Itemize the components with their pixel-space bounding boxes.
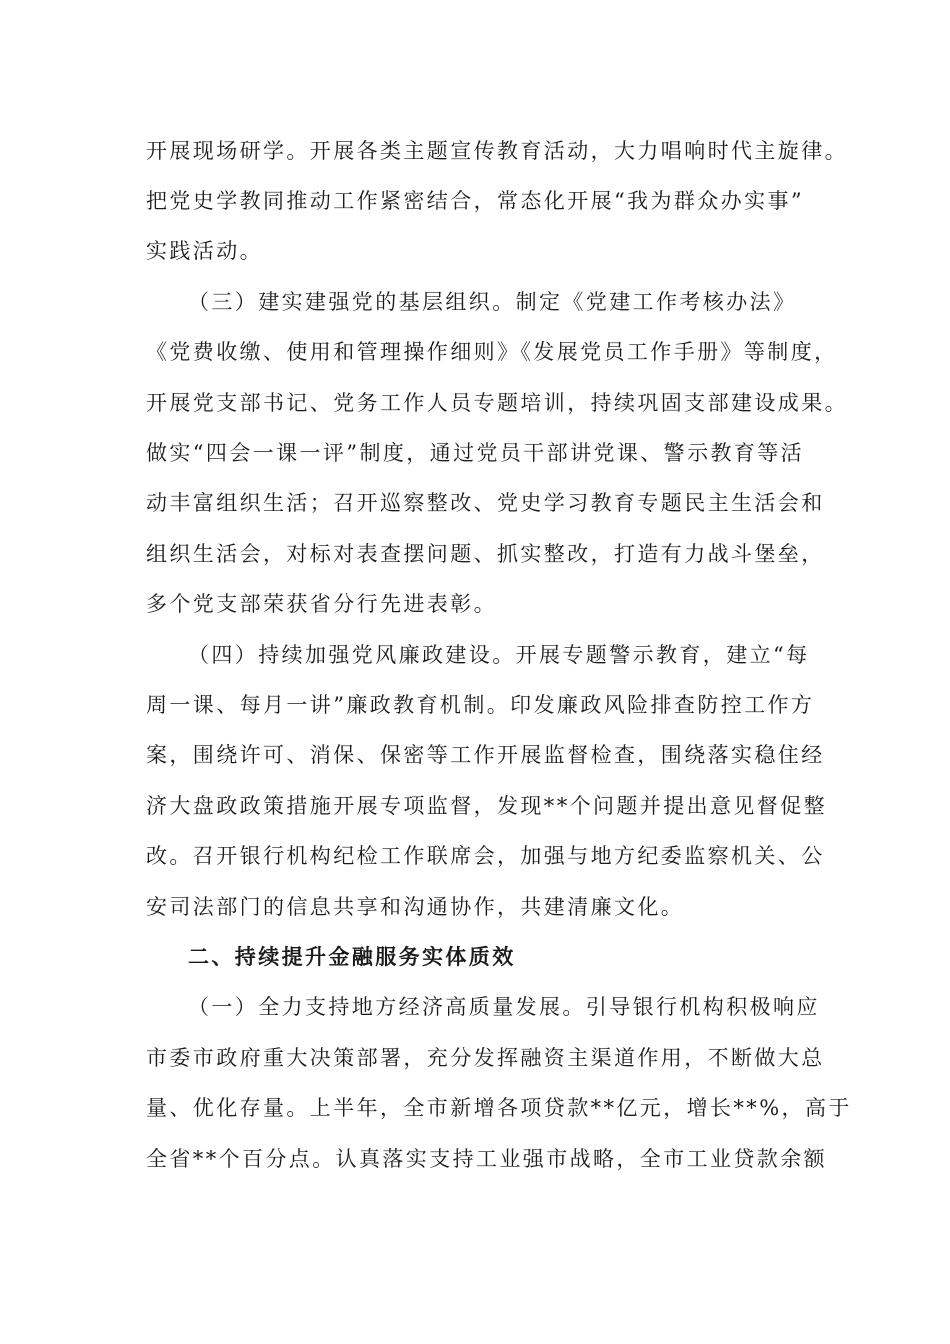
body-line: 全省**个百分点。认真落实支持工业强市战略，全市工业贷款余额: [146, 1147, 827, 1171]
section-heading: 二、持续提升金融服务实体质效: [188, 945, 516, 969]
body-line: 实践活动。: [146, 239, 263, 263]
body-line: 改。召开银行机构纪检工作联席会，加强与地方纪委监察机关、公: [146, 844, 825, 868]
body-line: 把党史学教同推动工作紧密结合，常态化开展“我为群众办实事”: [146, 189, 805, 213]
body-line: 《党费收缴、使用和管理操作细则》《发展党员工作手册》等制度，: [146, 340, 838, 364]
body-line: 周一课、每月一讲”廉政教育机制。印发廉政风险排查防控工作方: [146, 693, 815, 717]
body-line: 市委市政府重大决策部署，充分发挥融资主渠道作用，不断做大总: [146, 1046, 825, 1070]
body-line: 开展现场研学。开展各类主题宣传教育活动，大力唱响时代主旋律。: [146, 139, 848, 163]
body-line: 济大盘政政策措施开展专项监督，发现**个问题并提出意见督促整: [146, 794, 827, 818]
body-line: 开展党支部书记、党务工作人员专题培训，持续巩固支部建设成果。: [146, 391, 848, 415]
body-line: 量、优化存量。上半年，全市新增各项贷款**亿元，增长**%，高于: [146, 1096, 852, 1120]
body-line: 案，围绕许可、消保、保密等工作开展监督检查，围绕落实稳住经: [146, 743, 825, 767]
section-paragraph-start: （三）建实建强党的基层组织。制定《党建工作考核办法》: [188, 290, 797, 314]
body-line: 动丰富组织生活；召开巡察整改、党史学习教育专题民主生活会和: [146, 491, 825, 515]
body-line: 做实“四会一课一评”制度，通过党员干部讲党课、警示教育等活: [146, 441, 805, 465]
section-paragraph-start: （四）持续加强党风廉政建设。开展专题警示教育，建立“每: [188, 643, 810, 667]
body-line: 组织生活会，对标对表查摆问题、抓实整改，打造有力战斗堡垒，: [146, 542, 825, 566]
body-line: 多个党支部荣获省分行先进表彰。: [146, 592, 497, 616]
body-line: 安司法部门的信息共享和沟通协作，共建清廉文化。: [146, 895, 685, 919]
section-paragraph-start: （一）全力支持地方经济高质量发展。引导银行机构积极响应: [188, 995, 820, 1019]
